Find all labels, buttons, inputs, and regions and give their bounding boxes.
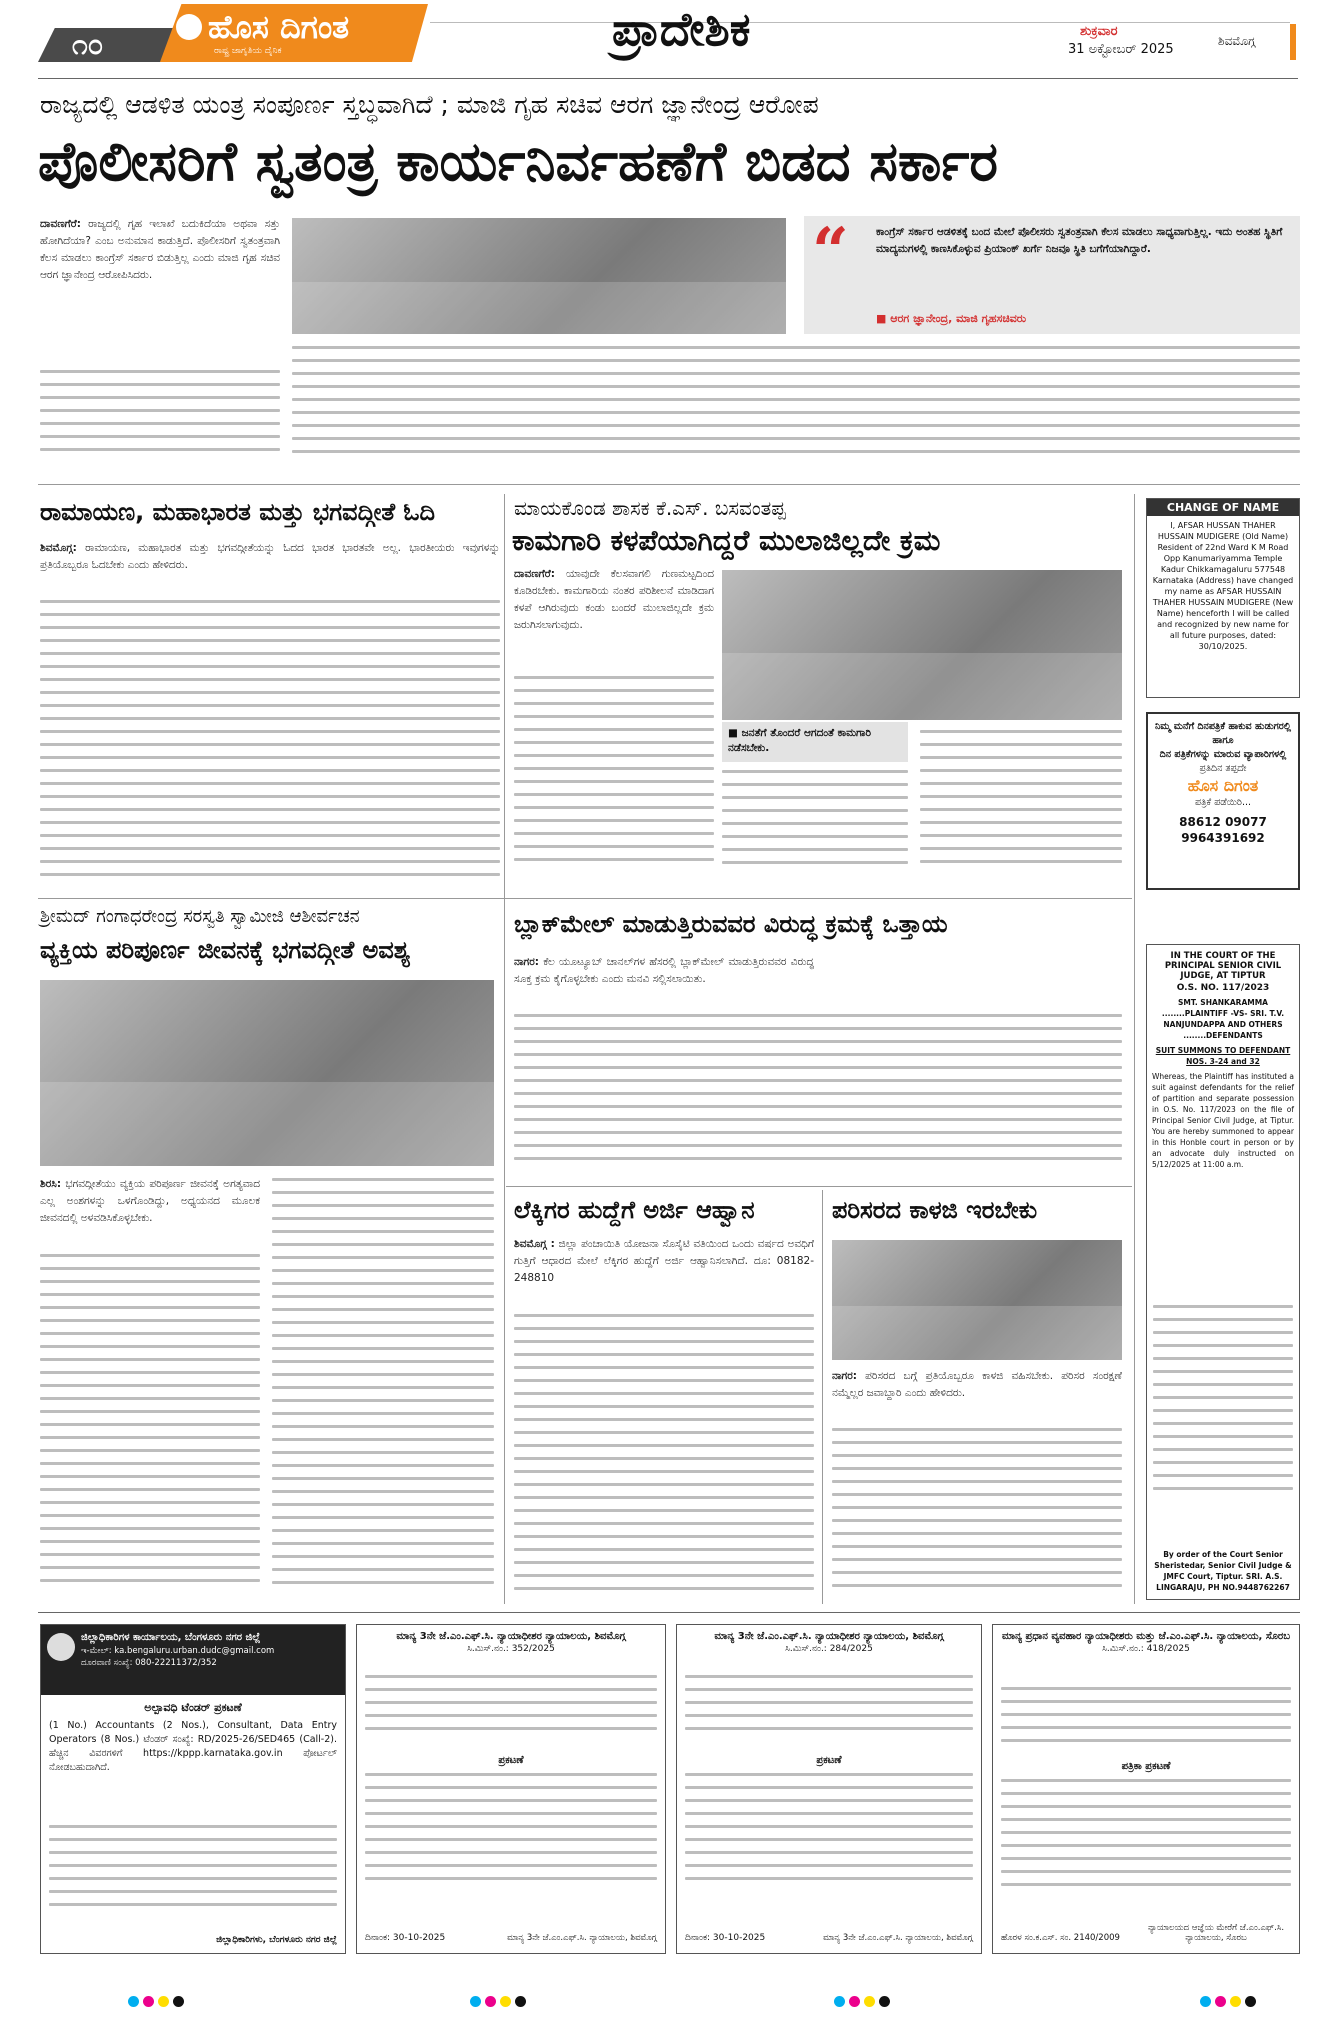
gita-text: ಭಗವದ್ಗೀತೆಯು ವ್ಯಕ್ತಿಯ ಪರಿಪೂರ್ಣ ಜೀವನಕ್ಕೆ ಅಗತ್ಯವಾದ ಎಲ್ಲ ಅಂಶಗಳನ್ನು ಒಳಗೊಂಡಿದ್ದು, ಅಧ್ಯಯನದ ಮೂಲಕ ಜೀವನದಲ್ಲಿ ಅಳವಡಿಸಿಕೊಳ್ಳಬೇಕು. (40, 1178, 260, 1224)
court-summons-ad (1146, 944, 1300, 1600)
notice-284-filler-a (685, 1675, 973, 1745)
notice-dc-heading: ಜಿಲ್ಲಾಧಿಕಾರಿಗಳ ಕಾರ್ಯಾಲಯ, ಬೆಂಗಳೂರು ನಗರ ಜಿಲ್ಲೆ (81, 1632, 261, 1643)
lead-dateline: ದಾವಣಗೆರೆ: (40, 218, 81, 230)
notice-352-case: ಸಿ.ಮಿಸ್.ನಂ.: 352/2025 (467, 1644, 555, 1654)
subscribe-brand: ಹೊಸ ದಿಗಂತ (1187, 776, 1259, 795)
parisara-filler (832, 1428, 1122, 1600)
parisara-photo (832, 1240, 1122, 1360)
notice-284-case: ಸಿ.ಮಿಸ್.ನಂ.: 284/2025 (785, 1644, 873, 1654)
gita-filler-a (40, 1254, 260, 1600)
court-summons-parties: SMT. SHANKARAMMA ........PLAINTIFF -VS- SRI. T.V. NANJUNDAPPA AND OTHERS ........DEFENDANTS (1161, 998, 1285, 1040)
lead-headline: ಪೊಲೀಸರಿಗೆ ಸ್ವತಂತ್ರ ಕಾರ್ಯನಿರ್ವಹಣೆಗೆ ಬಿಡದ ಸರ್ಕಾರ (38, 130, 998, 193)
parisara-headline: ಪರಿಸರದ ಕಾಳಜಿ ಇರಬೇಕು (832, 1196, 1038, 1224)
notice-dc-body: (1 No.) Accountants (2 Nos.), Consultant, Data Entry Operators (8 Nos.) ಟೆಂಡರ್ ಸಂಖ್ಯೆ: RD/2025-26/SED465 (Call-2). ಹೆಚ್ಚಿನ ವಿವರಗಳಿಗೆ https://kppp.karnataka.gov.in ಪೋರ್ಟಲ್ ನೋಡಬಹುದಾಗಿದೆ. (49, 1720, 337, 1773)
gita-dateline: ಶಿರಸಿ: (40, 1178, 62, 1190)
lekkiga-dateline: ಶಿವಮೊಗ್ಗ : (514, 1238, 555, 1250)
col-rule-1 (504, 494, 505, 1604)
ramayana-dateline: ಶಿವಮೊಗ್ಗ: (40, 542, 77, 554)
notice-352-title: ಪ್ರಕಟಣೆ (498, 1755, 524, 1766)
ramayana-text: ರಾಮಾಯಣ, ಮಹಾಭಾರತ ಮತ್ತು ಭಗವದ್ಗೀತೆಯನ್ನು ಓದದ ಭಾರತ ಭಾರತವೇ ಅಲ್ಲ. ಭಾರತೀಯರು ಇವುಗಳನ್ನು ಪ್ರತಿಯೊಬ್ಬರೂ ಓದಬೇಕು ಎಂದು ಹೇಳಿದರು. (40, 542, 500, 571)
notice-418-title: ಪತ್ರಿಕಾ ಪ್ರಕಟಣೆ (1121, 1761, 1171, 1772)
registration-dots-3 (834, 1996, 890, 2007)
quote-mark-icon: “ (812, 214, 849, 289)
subscribe-line1: ನಿಮ್ಮ ಮನೆಗೆ ದಿನಪತ್ರಿಕೆ ಹಾಕುವ ಹುಡುಗರಲ್ಲಿ ಹಾಗೂ (1154, 721, 1291, 746)
court-summons-sub: SUIT SUMMONS TO DEFENDANT NOS. 3-24 and 32 (1155, 1046, 1291, 1066)
lekkiga-body (514, 1236, 814, 1306)
col-rule-ads (1134, 494, 1135, 1604)
blackmail-body (514, 954, 814, 1006)
blackmail-headline: ಬ್ಲಾಕ್‌ಮೇಲ್ ಮಾಡುತ್ತಿರುವವರ ವಿರುದ್ಧ ಕ್ರಮಕ್ಕೆ ಒತ್ತಾಯ (514, 910, 948, 938)
court-summons-footer: By order of the Court Senior Sheristedar, Senior Civil Judge & JMFC Court, Tiptur. SRI. A.S. LINGARAJU, PH NO.9448762267 (1154, 1550, 1292, 1592)
lekkiga-filler (514, 1314, 814, 1600)
notice-418-signature: ನ್ಯಾಯಾಲಯದ ಆಜ್ಞೆಯ ಮೇರೆಗೆ ಜೆ.ಎಂ.ಎಫ್.ಸಿ. ನ್ಯಾಯಾಲಯ, ಸೊರಬ (1147, 1923, 1285, 1943)
notice-dc-title: ಅಲ್ಪಾವಧಿ ಟೆಂಡರ್ ಪ್ರಕಟಣೆ (144, 1701, 242, 1714)
logo-text: ಹೊಸ ದಿಗಂತ (208, 8, 350, 46)
gita-body (40, 1176, 260, 1246)
logo-emblem-icon (176, 14, 202, 40)
basavanthappa-filler-a (514, 676, 714, 886)
lead-quote-box (804, 216, 1300, 334)
notice-284-heading: ಮಾನ್ಯ 3ನೇ ಜೆ.ಎಂ.ಎಫ್.ಸಿ. ನ್ಯಾಯಾಧೀಶರ ನ್ಯಾಯಾಲಯ, ಶಿವಮೊಗ್ಗ (714, 1631, 944, 1642)
basavanthappa-caption-box (722, 722, 908, 762)
lead-columns-filler (292, 346, 1300, 470)
registration-dots-1 (128, 1996, 184, 2007)
notice-284-signature: ಮಾನ್ಯ 3ನೇ ಜೆ.ಎಂ.ಎಫ್.ಸಿ. ನ್ಯಾಯಾಲಯ, ಶಿವಮೊಗ್ಗ (823, 1933, 973, 1943)
gita-photo (40, 980, 494, 1166)
lead-body-filler (40, 370, 280, 470)
gita-headline: ವ್ಯಕ್ತಿಯ ಪರಿಪೂರ್ಣ ಜೀವನಕ್ಕೆ ಭಗವದ್ಗೀತೆ ಅವಶ್ಯ (40, 936, 411, 964)
gita-kicker: ಶ್ರೀಮದ್ ಗಂಗಾಧರೇಂದ್ರ ಸರಸ್ವತಿ ಸ್ವಾಮೀಜಿ ಆಶೀರ್ವಚನ (40, 906, 360, 927)
mid-rule-1 (38, 898, 1132, 899)
basavanthappa-body (514, 566, 714, 668)
notice-352-signature: ಮಾನ್ಯ 3ನೇ ಜೆ.ಎಂ.ಎಫ್.ಸಿ. ನ್ಯಾಯಾಲಯ, ಶಿವಮೊಗ್ಗ (507, 1933, 657, 1943)
logo-tagline: ರಾಷ್ಟ್ರ ಜಾಗೃತಿಯ ದೈನಿಕ (214, 46, 282, 56)
lekkiga-text: ಜಿಲ್ಲಾ ಪಂಚಾಯಿತಿ ಯೋಜನಾ ಸೊಸೈಟಿ ವತಿಯಿಂದ ಒಂದು ವರ್ಷದ ಅವಧಿಗೆ ಗುತ್ತಿಗೆ ಆಧಾರದ ಮೇಲೆ ಲೆಕ್ಕಿಗರ ಹುದ್ದೆಗೆ ಅರ್ಜಿ ಆಹ್ವಾನಿಸಲಾಗಿದೆ. ದೂ: 08182-248810 (514, 1238, 814, 1284)
masthead-bottom-rule (38, 78, 1298, 79)
page-number: ೧೦ (72, 28, 104, 61)
mid-rule-2 (506, 1186, 1132, 1187)
edition-marker (1290, 24, 1296, 60)
lead-photo (292, 218, 786, 334)
basavanthappa-photo (722, 570, 1122, 720)
notice-jmfc-352 (356, 1624, 666, 1954)
basavanthappa-filler-b (722, 770, 908, 886)
court-summons-body: Whereas, the Plaintiff has instituted a suit against defendants for the relief of partition and separate possession in O.S. No. 117/2023 on the file of Principal Senior Civil Judge, at Tiptur. You are hereby summoned to appear in this Honble court in person or by an advocate duly instructed on 5/12/2025 at 11:00 a.m. (1152, 1072, 1294, 1169)
subscribe-phone2: 9964391692 (1181, 831, 1265, 845)
notice-352-filler-b (365, 1773, 657, 1893)
lead-quote-attribution: ■ ಆರಗ ಜ್ಞಾನೇಂದ್ರ, ಮಾಜಿ ಗೃಹಸಚಿವರು (876, 312, 1027, 325)
day: ಶುಕ್ರವಾರ (1080, 24, 1118, 39)
notice-soraba-418 (992, 1624, 1300, 1954)
change-of-name-ad (1146, 498, 1300, 698)
court-summons-case: O.S. NO. 117/2023 (1176, 983, 1270, 993)
notice-284-filler-b (685, 1773, 973, 1893)
ramayana-filler (40, 600, 500, 890)
notice-dc-signature: ಜಿಲ್ಲಾಧಿಕಾರಿಗಳು, ಬೆಂಗಳೂರು ನಗರ ಜಿಲ್ಲೆ (216, 1935, 337, 1945)
notice-284-title: ಪ್ರಕಟಣೆ (816, 1755, 842, 1766)
masthead-rule (430, 22, 1290, 23)
basavanthappa-caption: ■ ಜನತೆಗೆ ತೊಂದರೆ ಆಗದಂತೆ ಕಾಮಗಾರಿ ನಡೆಸಬೇಕು. (728, 727, 871, 754)
notice-352-heading: ಮಾನ್ಯ 3ನೇ ಜೆ.ಎಂ.ಎಫ್.ಸಿ. ನ್ಯಾಯಾಧೀಶರ ನ್ಯಾಯಾಲಯ, ಶಿವಮೊಗ್ಗ (396, 1631, 626, 1642)
notice-418-case: ಸಿ.ಮಿಸ್.ನಂ.: 418/2025 (1102, 1644, 1190, 1654)
gita-filler-b (272, 1178, 494, 1600)
notice-352-date: ದಿನಾಂಕ: 30-10-2025 (365, 1933, 446, 1943)
notice-dc-email: ಇ-ಮೇಲ್: ka.bengaluru.urban.dudc@gmail.com (81, 1646, 275, 1656)
notice-418-date: ಹೊರಳ ಸಂ.ಕ.ಎಸ್. ಸಂ. 2140/2009 (1001, 1933, 1120, 1943)
parisara-text: ಪರಿಸರದ ಬಗ್ಗೆ ಪ್ರತಿಯೊಬ್ಬರೂ ಕಾಳಜಿ ವಹಿಸಬೇಕು. ಪರಿಸರ ಸಂರಕ್ಷಣೆ ನಮ್ಮೆಲ್ಲರ ಜವಾಬ್ದಾರಿ ಎಂದು ಹೇಳಿದರು. (832, 1370, 1122, 1399)
page-number-tab (38, 28, 178, 62)
lekkiga-headline: ಲೆಕ್ಕಿಗರ ಹುದ್ದೆಗೆ ಅರ್ಜಿ ಆಹ್ವಾನ (514, 1196, 755, 1224)
notice-418-filler-a (1001, 1687, 1291, 1751)
basavanthappa-headline: ಕಾಮಗಾರಿ ಕಳಪೆಯಾಗಿದ್ದರೆ ಮುಲಾಜಿಲ್ಲದೇ ಕ್ರಮ (512, 524, 941, 557)
lead-text: ರಾಜ್ಯದಲ್ಲಿ ಗೃಹ ಇಲಾಖೆ ಬದುಕಿದೆಯಾ ಅಥವಾ ಸತ್ತು ಹೋಗಿದೆಯಾ? ಎಂಬ ಅನುಮಾನ ಕಾಡುತ್ತಿದೆ. ಪೊಲೀಸರಿಗೆ ಸ್ವತಂತ್ರವಾಗಿ ಕೆಲಸ ಮಾಡಲು ಕಾಂಗ್ರೆಸ್ ಸರ್ಕಾರ ಬಿಡುತ್ತಿಲ್ಲ ಎಂದು ಮಾಜಿ ಗೃಹ ಸಚಿವ ಆರಗ ಜ್ಞಾನೇಂದ್ರ ಆರೋಪಿಸಿದರು. (40, 218, 280, 281)
notice-284-date: ದಿನಾಂಕ: 30-10-2025 (685, 1933, 766, 1943)
edition: ಶಿವಮೊಗ್ಗ (1218, 34, 1256, 48)
subscribe-ad (1146, 712, 1300, 890)
parisara-body (832, 1368, 1122, 1420)
change-of-name-title: CHANGE OF NAME (1147, 499, 1299, 516)
blackmail-dateline: ನಾಗರ: (514, 956, 539, 968)
col-rule-2 (822, 1190, 823, 1604)
basavanthappa-text: ಯಾವುದೇ ಕೆಲಸವಾಗಲಿ ಗುಣಮಟ್ಟದಿಂದ ಕೂಡಿರಬೇಕು. ಕಾಮಗಾರಿಯ ನಂತರ ಪರಿಶೀಲನೆ ಮಾಡಿದಾಗ ಕಳಪೆ ಆಗಿರುವುದು ಕಂಡು ಬಂದರೆ ಮುಲಾಜಿಲ್ಲದೇ ಕ್ರಮ ಜರುಗಿಸಲಾಗುವುದು. (514, 568, 714, 631)
registration-dots-2 (470, 1996, 526, 2007)
change-of-name-body: I, AFSAR HUSSAN THAHER HUSSAIN MUDIGERE (Old Name) Resident of 22nd Ward K M Road Opp Kanumariyamma Temple Kadur Chikkamagaluru 577548 Karnataka (Address) have changed my name as AFSAR HUSSAIN THAHER HUSSAIN MUDIGERE (New Name) henceforth I will be called and recognized by new name for all future purposes, dated: 30/10/2025. (1152, 521, 1294, 651)
registration-dots-4 (1200, 1996, 1256, 2007)
ramayana-headline: ರಾಮಾಯಣ, ಮಹಾಭಾರತ ಮತ್ತು ಭಗವದ್ಗೀತೆ ಓದಿ (40, 498, 436, 526)
subscribe-line2: ದಿನ ಪತ್ರಿಕೆಗಳನ್ನು ಮಾರುವ ವ್ಯಾಪಾರಿಗಳಲ್ಲಿ (1159, 749, 1287, 760)
parisara-dateline: ನಾಗರ: (832, 1370, 857, 1382)
notice-jmfc-284 (676, 1624, 982, 1954)
notice-418-heading: ಮಾನ್ಯ ಪ್ರಧಾನ ವ್ಯವಹಾರ ನ್ಯಾಯಾಧೀಶರು ಮತ್ತು ಜೆ.ಎಂ.ಎಫ್.ಸಿ. ನ್ಯಾಯಾಲಯ, ಸೊರಬ (1002, 1631, 1290, 1642)
date: 31 ಅಕ್ಟೋಬರ್ 2025 (1068, 42, 1174, 57)
basavanthappa-filler-c (920, 730, 1122, 886)
ramayana-body (40, 540, 500, 592)
court-summons-filler (1153, 1305, 1293, 1515)
basavanthappa-dateline: ದಾವಣಗೆರೆ: (514, 568, 555, 580)
subscribe-phone1: 88612 09077 (1179, 815, 1267, 829)
section-title: ಪ್ರಾದೇಶಿಕ (612, 2, 751, 56)
masthead (0, 0, 1339, 64)
blackmail-filler (514, 1014, 1122, 1180)
subscribe-line4: ಪತ್ರಿಕೆ ಪಡೆಯಿರಿ... (1195, 797, 1251, 808)
lead-quote: ಕಾಂಗ್ರೆಸ್ ಸರ್ಕಾರ ಆಡಳಿತಕ್ಕೆ ಬಂದ ಮೇಲೆ ಪೊಲೀಸರು ಸ್ವತಂತ್ರವಾಗಿ ಕೆಲಸ ಮಾಡಲು ಸಾಧ್ಯವಾಗುತ್ತಿಲ್ಲ. ಇದು ಅಂತಹ ಸ್ಥಿತಿಗೆ ಮಾದ್ಯಮಗಳಲ್ಲಿ ಕಾಣಸಿಕೊಳ್ಳುವ ಪ್ರಿಯಾಂಕ್ ಖರ್ಗೆ ನಿಜವೂ ಸ್ಥಿತಿ ಬಗೆಗೆಯಾಗಿದ್ದಾರೆ. (876, 226, 1283, 255)
notices-top-rule (38, 1612, 1300, 1613)
notice-352-filler-a (365, 1675, 657, 1745)
lead-kicker: ರಾಜ್ಯದಲ್ಲಿ ಆಡಳಿತ ಯಂತ್ರ ಸಂಪೂರ್ಣ ಸ್ತಬ್ಧವಾಗಿದೆ ; ಮಾಜಿ ಗೃಹ ಸಚಿವ ಆರಗ ಜ್ಞಾನೇಂದ್ರ ಆರೋಪ (40, 90, 819, 119)
notice-dc-office (40, 1624, 346, 1954)
blackmail-text: ಕೆಲ ಯೂಟ್ಯೂಬ್ ಚಾನಲ್‌ಗಳ ಹೆಸರಲ್ಲಿ ಬ್ಲಾಕ್‌ಮೇಲ್ ಮಾಡುತ್ತಿರುವವರ ವಿರುದ್ಧ ಸೂಕ್ತ ಕ್ರಮ ಕೈಗೊಳ್ಳಬೇಕು ಎಂದು ಮನವಿ ಸಲ್ಲಿಸಲಾಯಿತು. (514, 956, 814, 985)
notice-418-filler-b (1001, 1779, 1291, 1893)
notice-dc-header (41, 1625, 345, 1695)
notice-dc-filler (49, 1825, 337, 1925)
basavanthappa-kicker: ಮಾಯಕೊಂಡ ಶಾಸಕ ಕೆ.ಎಸ್. ಬಸವಂತಪ್ಪ (514, 496, 786, 520)
court-summons-title: IN THE COURT OF THE PRINCIPAL SENIOR CIVIL JUDGE, AT TIPTUR (1164, 951, 1282, 981)
notice-dc-phone: ದೂರವಾಣಿ ಸಂಖ್ಯೆ: 080-22211372/352 (81, 1658, 217, 1668)
govt-emblem-icon (47, 1633, 75, 1661)
subscribe-line3: ಪ್ರತಿದಿನ ತಪ್ಪದೇ (1199, 763, 1247, 774)
lead-bottom-rule (38, 484, 1300, 485)
